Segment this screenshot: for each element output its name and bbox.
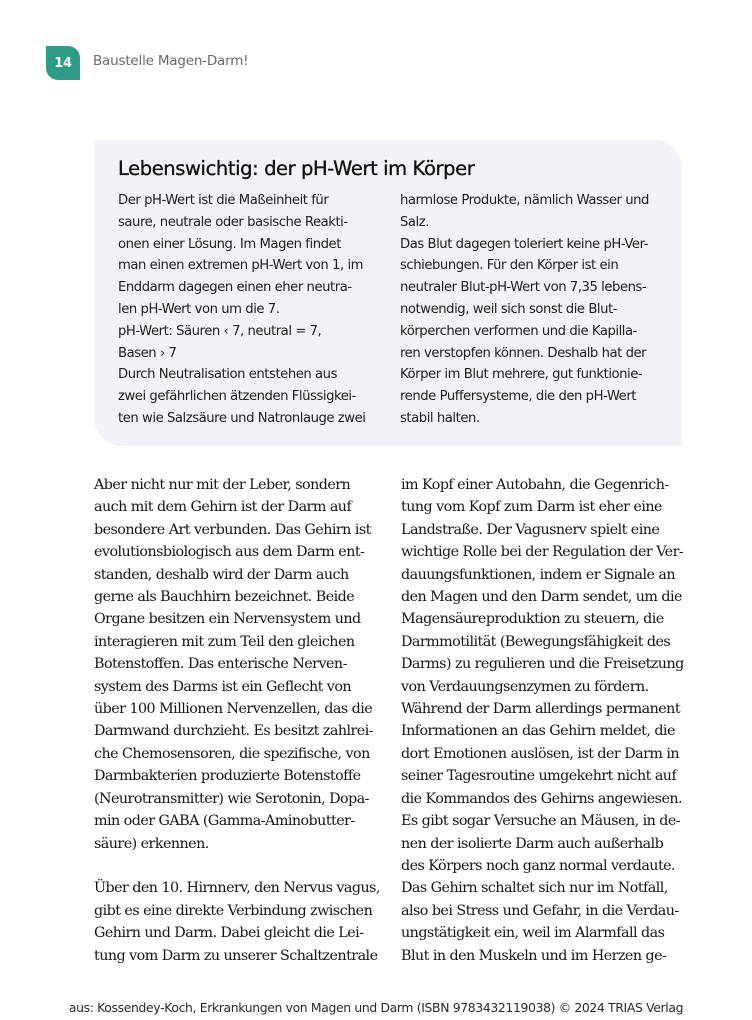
text-line: evolutionsbiologisch aus dem Darm ent- xyxy=(94,544,365,561)
text-line: wichtige Rolle bei der Regulation der Ver- xyxy=(401,544,684,561)
info-box xyxy=(94,140,682,446)
text-line: säure) erkennen. xyxy=(94,835,209,852)
text-line: den Magen und den Darm sendet, um die xyxy=(401,589,682,606)
text-line: Enddarm dagegen einen eher neutra- xyxy=(118,280,352,296)
text-line: Darmwand durchzieht. Es besitzt zahlrei- xyxy=(94,723,374,740)
page-number: 14 xyxy=(54,55,72,71)
text-line: im Kopf einer Autobahn, die Gegenrich- xyxy=(401,477,669,493)
text-line: Über den 10. Hirnnerv, den Nervus vagus, xyxy=(94,880,380,897)
text-line: dauungsfunktionen, indem er Signale an xyxy=(401,566,676,583)
text-line: len pH-Wert von um die 7. xyxy=(118,301,280,317)
text-line: Darmmotilität (Bewegungsfähigkeit des xyxy=(401,633,671,650)
text-line: Organe besitzen ein Nervensystem und xyxy=(94,611,361,628)
text-line: Darms) zu regulieren und die Freisetzung xyxy=(401,656,684,673)
text-line: über 100 Millionen Nervenzellen, das die xyxy=(94,701,373,718)
text-line: (Neurotransmitter) wie Serotonin, Dopa- xyxy=(94,790,369,807)
text-line: man einen extremen pH-Wert von 1, im xyxy=(118,258,364,274)
info-box-right-column xyxy=(400,190,670,430)
text-line: onen einer Lösung. Im Magen findet xyxy=(118,236,341,252)
text-line: Botenstoffen. Das enterische Nerven- xyxy=(94,656,347,673)
text-line: ten wie Salzsäure und Natronlauge zwei xyxy=(118,410,366,426)
info-box-left-column xyxy=(118,190,388,430)
text-line: system des Darms ist ein Geflecht von xyxy=(94,678,352,695)
text-line: Aber nicht nur mit der Leber, sondern xyxy=(94,477,351,493)
paragraph xyxy=(401,474,691,967)
text-line: Blut in den Muskeln und im Herzen ge- xyxy=(401,947,667,964)
text-line: che Chemosensoren, die spezifische, von xyxy=(94,745,370,762)
text-line: standen, deshalb wird der Darm auch xyxy=(94,566,349,583)
text-line: interagieren mit zum Teil den gleichen xyxy=(94,633,355,650)
text-line: ren verstopfen können. Deshalb hat der xyxy=(400,345,647,361)
text-line: rende Puffersysteme, die den pH-Wert xyxy=(400,389,637,405)
text-line: Basen › 7 xyxy=(118,345,177,361)
text-line: Darmbakterien produzierte Botenstoffe xyxy=(94,768,361,785)
text-line: dort Emotionen auslösen, ist der Darm in xyxy=(401,745,680,762)
text-line: Salz. xyxy=(400,214,429,230)
text-line: pH-Wert: Säuren ‹ 7, neutral = 7, xyxy=(118,323,322,339)
text-line: die Kommandos des Gehirns angewiesen. xyxy=(401,790,683,807)
text-line: Während der Darm allerdings permanent xyxy=(401,701,681,718)
paragraph xyxy=(94,474,384,855)
footer-citation: aus: Kossendey-Koch, Erkrankungen von Magen und Darm (ISBN 9783432119038) © 2024 TRIAS Verlag xyxy=(68,1000,684,1015)
text-line: Durch Neutralisation entstehen aus xyxy=(118,367,338,383)
text-line: saure, neutrale oder basische Reakti- xyxy=(118,214,348,230)
text-line: gibt es eine direkte Verbindung zwischen xyxy=(94,902,373,919)
text-line: schiebungen. Für den Körper ist ein xyxy=(400,258,619,274)
text-line: harmlose Produkte, nämlich Wasser und xyxy=(400,193,649,208)
text-line: gerne als Bauchhirn bezeichnet. Beide xyxy=(94,589,355,606)
info-box-title: Lebenswichtig: der pH-Wert im Körper xyxy=(118,157,475,180)
text-line: min oder GABA (Gamma-Aminobutter- xyxy=(94,813,355,830)
text-line: also bei Stress und Gefahr, in die Verdau- xyxy=(401,902,679,919)
running-head: Baustelle Magen-Darm! xyxy=(93,53,249,69)
text-line: von Verdauungsenzymen zu fördern. xyxy=(401,678,649,695)
page-number-tab xyxy=(46,46,80,80)
text-line: des Körpers noch ganz normal verdaute. xyxy=(401,857,676,874)
body-right-column xyxy=(401,474,691,967)
text-line: Das Gehirn schaltet sich nur im Notfall, xyxy=(401,880,668,897)
paragraph-gap xyxy=(94,855,384,877)
text-line: Magensäureproduktion zu steuern, die xyxy=(401,611,664,628)
text-line: Es gibt sogar Versuche an Mäusen, in de- xyxy=(401,813,681,830)
text-line: ungstätigkeit ein, weil im Alarmfall das xyxy=(401,925,665,942)
text-line: zwei gefährlichen ätzenden Flüssigkei- xyxy=(118,389,356,405)
text-line: körperchen verformen und die Kapilla- xyxy=(400,323,637,339)
text-line: tung vom Darm zu unserer Schaltzentrale xyxy=(94,947,378,964)
text-line: neutraler Blut-pH-Wert von 7,35 lebens- xyxy=(400,280,647,296)
text-line: Der pH-Wert ist die Maßeinheit für xyxy=(118,193,329,208)
text-line: nen der isolierte Darm auch außerhalb xyxy=(401,835,664,852)
text-line: stabil halten. xyxy=(400,410,480,426)
text-line: Das Blut dagegen toleriert keine pH-Ver- xyxy=(400,236,649,252)
text-line: Gehirn und Darm. Dabei gleicht die Lei- xyxy=(94,925,364,942)
text-line: Landstraße. Der Vagusnerv spielt eine xyxy=(401,521,660,538)
text-line: Informationen an das Gehirn meldet, die xyxy=(401,723,675,740)
text-line: tung vom Kopf zum Darm ist eher eine xyxy=(401,499,662,516)
text-line: auch mit dem Gehirn ist der Darm auf xyxy=(94,499,352,516)
text-line: seiner Tagesroutine umgekehrt nicht auf xyxy=(401,768,677,785)
text-line: notwendig, weil sich sonst die Blut- xyxy=(400,301,618,317)
text-line: besondere Art verbunden. Das Gehirn ist xyxy=(94,521,371,538)
paragraph xyxy=(94,877,384,967)
body-left-column xyxy=(94,474,384,967)
text-line: Körper im Blut mehrere, gut funktionie- xyxy=(400,367,643,383)
